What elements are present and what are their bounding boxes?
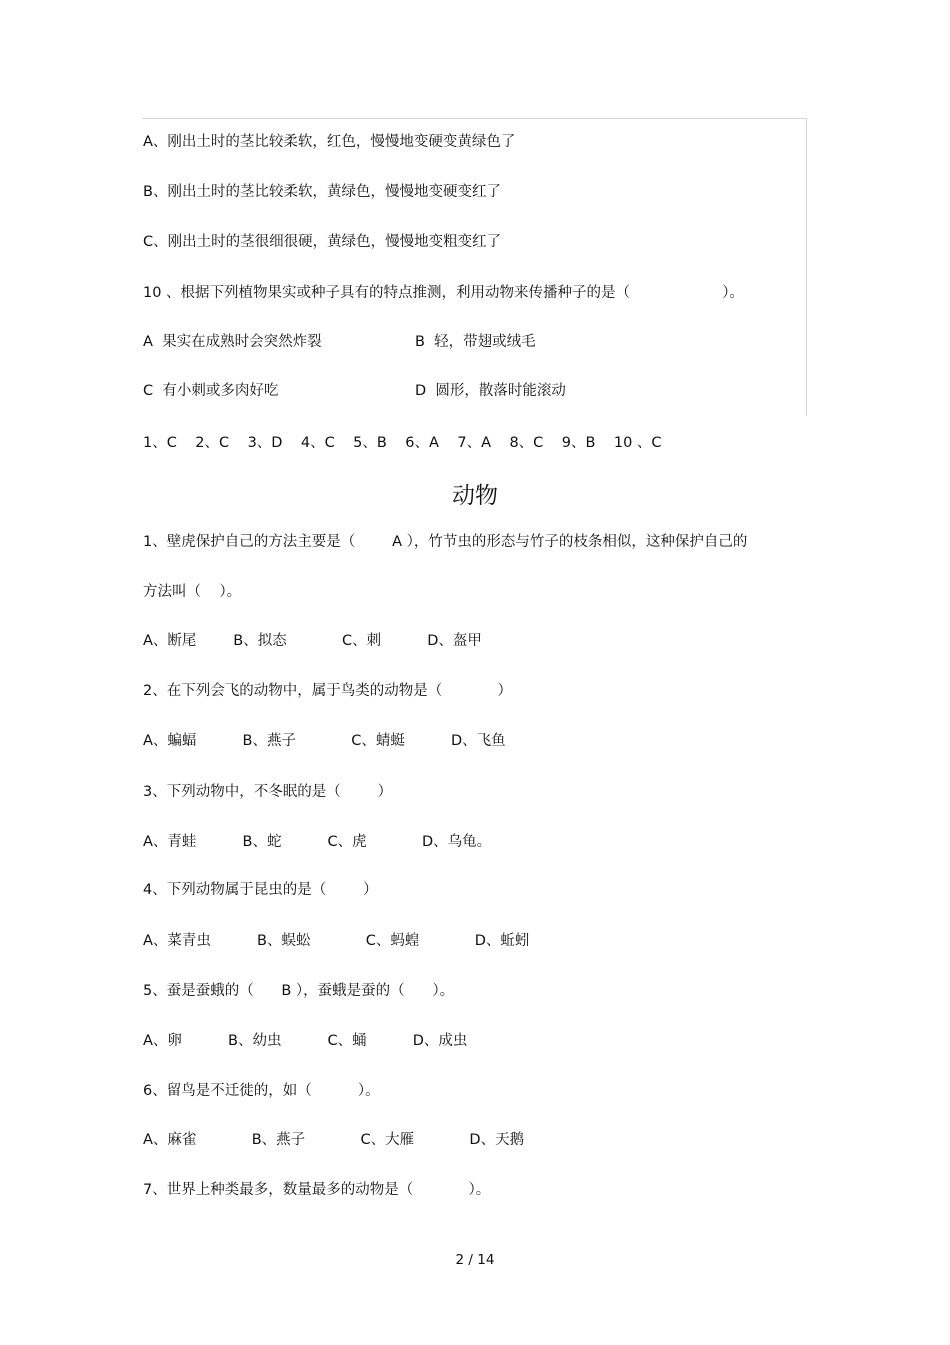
q10-option-d: D 圆形，散落时能滚动 (415, 383, 566, 399)
q10-option-a: A 果实在成熟时会突然炸裂 (143, 334, 322, 350)
q9-option-a: A、刚出土时的茎比较柔软，红色，慢慢地变硬变黄绿色了 (143, 134, 516, 150)
question-5: 5、蚕是蚕蛾的（ B ），蚕蛾是蚕的（ ）。 (143, 983, 455, 999)
q10-question: 10 、根据下列植物果实或种子具有的特点推测，利用动物来传播种子的是（ ）。 (143, 285, 744, 301)
question-6: 6、留鸟是不迁徙的，如（ ）。 (143, 1083, 380, 1099)
q10-option-c: C 有小刺或多肉好吃 (143, 383, 279, 399)
question-3-options: A、青蛙 B、蛇 C、虎 D、乌龟。 (143, 834, 492, 850)
q10-option-b: B 轻，带翅或绒毛 (415, 334, 536, 350)
question-box (142, 118, 807, 416)
question-1: 1、壁虎保护自己的方法主要是（ A ），竹节虫的形态与竹子的枝条相似，这种保护自己的 (143, 534, 748, 550)
question-1-options: A、断尾 B、拟态 C、刺 D、盔甲 (143, 633, 482, 649)
question-6-options: A、麻雀 B、燕子 C、大雁 D、天鹅 (143, 1132, 525, 1148)
q9-option-b: B、刚出土时的茎比较柔软，黄绿色，慢慢地变硬变红了 (143, 184, 501, 200)
question-5-options: A、卵 B、幼虫 C、蛹 D、成虫 (143, 1033, 468, 1049)
section-title: 动物 (452, 483, 498, 509)
question-3: 3、下列动物中，不冬眠的是（ ） (143, 784, 393, 800)
answer-key: 1、C 2、C 3、D 4、C 5、B 6、A 7、A 8、C 9、B 10 、C (143, 435, 662, 451)
question-1-continued: 方法叫（ ）。 (143, 584, 242, 600)
question-2-options: A、蝙蝠 B、燕子 C、蜻蜓 D、飞鱼 (143, 733, 506, 749)
question-4: 4、下列动物属于昆虫的是（ ） (143, 882, 378, 898)
question-7: 7、世界上种类最多，数量最多的动物是（ ）。 (143, 1182, 491, 1198)
page-number: 2 / 14 (455, 1252, 495, 1268)
question-4-options: A、菜青虫 B、蜈蚣 C、蚂蝗 D、蚯蚓 (143, 933, 530, 949)
q9-option-c: C、刚出土时的茎很细很硬，黄绿色，慢慢地变粗变红了 (143, 234, 502, 250)
question-2: 2、在下列会飞的动物中，属于鸟类的动物是（ ） (143, 683, 513, 699)
